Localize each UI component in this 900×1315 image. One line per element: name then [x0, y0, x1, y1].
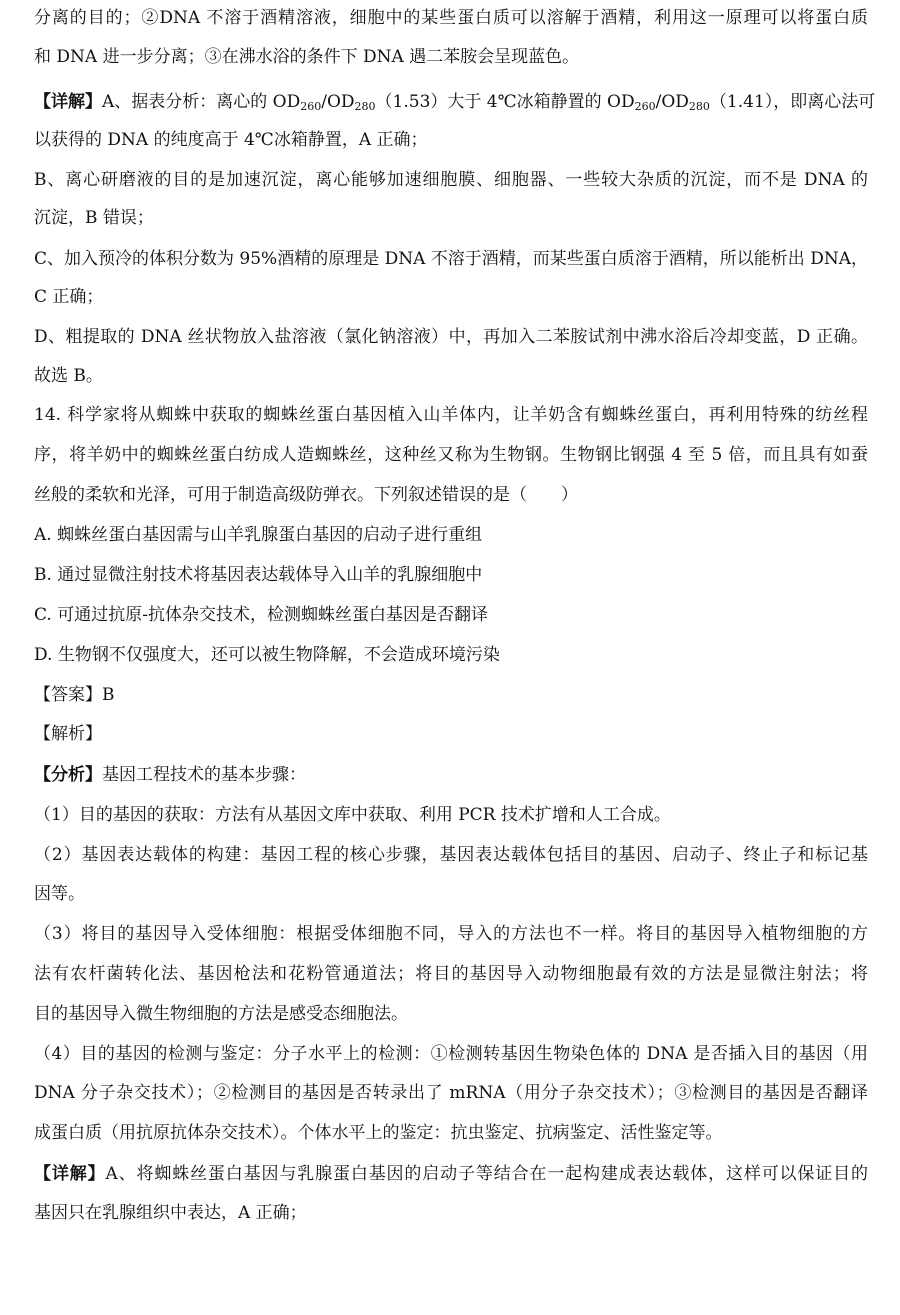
text-segment: A、将蜘蛛丝蛋白基因与乳腺蛋白基因的启动子等结合在一起构建成表达载体，这样可以保证目的 [105, 1164, 869, 1184]
text-line: 基因只在乳腺组织中表达，A 正确； [34, 1203, 307, 1223]
text-segment: （1.53）大于 4℃冰箱静置的 OD [375, 92, 635, 112]
text-segment: 【详解】 [34, 1164, 106, 1184]
text-segment: /OD [655, 92, 689, 112]
text-line: 分离的目的；②DNA 不溶于酒精溶液，细胞中的某些蛋白质可以溶解于酒精，利用这一原理可以将蛋白质 [34, 8, 868, 28]
text-line: 沉淀，B 错误； [34, 208, 154, 228]
text-line: 目的基因导入微生物细胞的方法是感受态细胞法。 [34, 1004, 408, 1024]
text-segment: 基因工程技术的基本步骤： [102, 765, 306, 785]
text-line: D. 生物钢不仅强度大，还可以被生物降解，不会造成环境污染 [34, 645, 500, 665]
text-segment: /OD [321, 92, 355, 112]
text-line: （4）目的基因的检测与鉴定：分子水平上的检测：①检测转基因生物染色体的 DNA 是否插入目的基因（用 [34, 1044, 868, 1064]
subscript: 280 [354, 100, 376, 113]
text-segment: 【详解】 [34, 92, 102, 112]
text-line [34, 1164, 868, 1185]
text-line: B. 通过显微注射技术将基因表达载体导入山羊的乳腺细胞中 [34, 565, 483, 585]
subscript: 280 [688, 100, 710, 113]
text-segment: （1.41），即离心法可 [709, 92, 876, 112]
text-line: 丝般的柔软和光泽，可用于制造高级防弹衣。下列叙述错误的是（ ） [34, 485, 578, 505]
text-line: C、加入预冷的体积分数为 95%酒精的原理是 DNA 不溶于酒精，而某些蛋白质溶于酒精，所以能析出 DNA， [34, 249, 868, 269]
text-line: 14. 科学家将从蜘蛛中获取的蜘蛛丝蛋白基因植入山羊体内，让羊奶含有蜘蛛丝蛋白，再利用特殊的纺丝程 [34, 405, 868, 425]
text-line: （3）将目的基因导入受体细胞：根据受体细胞不同，导入的方法也不一样。将目的基因导入植物细胞的方 [34, 924, 868, 944]
text-line: 和 DNA 进一步分离；③在沸水浴的条件下 DNA 遇二苯胺会呈现蓝色。 [34, 47, 580, 67]
text-line [34, 765, 306, 786]
text-line: 【答案】B [34, 685, 115, 705]
text-line: D、粗提取的 DNA 丝状物放入盐溶液（氯化钠溶液）中，再加入二苯胺试剂中沸水浴后冷却变蓝，D 正确。 [34, 327, 868, 347]
text-segment: 【分析】 [34, 765, 102, 785]
text-line [34, 92, 876, 113]
text-line: DNA 分子杂交技术）；②检测目的基因是否转录出了 mRNA（用分子杂交技术）；③检测目的基因是否翻译 [34, 1083, 868, 1103]
text-line: C 正确； [34, 287, 104, 307]
text-line: A. 蜘蛛丝蛋白基因需与山羊乳腺蛋白基因的启动子进行重组 [34, 525, 483, 545]
text-line: B、离心研磨液的目的是加速沉淀，离心能够加速细胞膜、细胞器、一些较大杂质的沉淀，而不是 DNA 的 [34, 170, 868, 190]
text-line: （2）基因表达载体的构建：基因工程的核心步骤，基因表达载体包括目的基因、启动子、终止子和标记基 [34, 845, 868, 865]
text-line: 法有农杆菌转化法、基因枪法和花粉管通道法；将目的基因导入动物细胞最有效的方法是显微注射法；将 [34, 964, 868, 984]
text-line: 因等。 [34, 884, 85, 904]
text-line: 以获得的 DNA 的纯度高于 4℃冰箱静置，A 正确； [34, 130, 428, 150]
text-line: 【解析】 [34, 724, 102, 744]
text-line: 故选 B。 [34, 366, 103, 386]
text-line: 序，将羊奶中的蜘蛛丝蛋白纺成人造蜘蛛丝，这种丝又称为生物钢。生物钢比钢强 4 至 5 倍，而且具有如蚕 [34, 445, 868, 465]
text-line: 成蛋白质（用抗原抗体杂交技术）。个体水平上的鉴定：抗虫鉴定、抗病鉴定、活性鉴定等。 [34, 1123, 723, 1143]
text-line: （1）目的基因的获取：方法有从基因文库中获取、利用 PCR 技术扩增和人工合成。 [34, 805, 671, 825]
text-segment: A、据表分析：离心的 OD [102, 92, 301, 112]
subscript: 260 [300, 100, 322, 113]
subscript: 260 [634, 100, 656, 113]
text-line: C. 可通过抗原-抗体杂交技术，检测蜘蛛丝蛋白基因是否翻译 [34, 605, 488, 625]
